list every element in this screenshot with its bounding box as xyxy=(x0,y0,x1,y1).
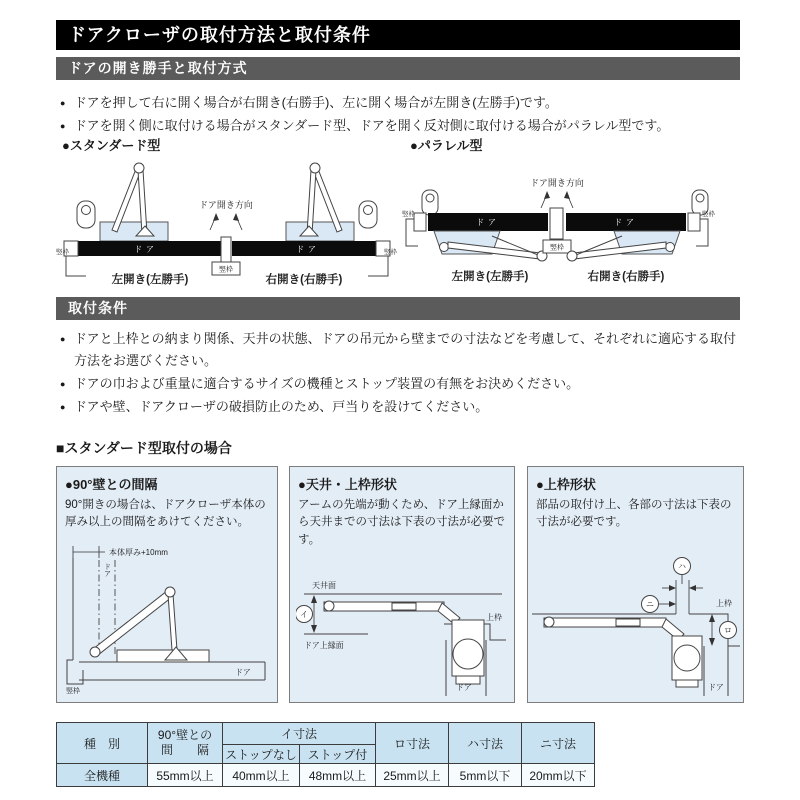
cell-i-stop: 48mm以上 xyxy=(300,764,376,787)
jamb xyxy=(688,213,700,231)
direction-label: ドア開き方向 xyxy=(530,178,584,188)
door-label: ドア xyxy=(708,683,724,692)
dim-ro-label: ロ xyxy=(724,626,732,635)
cell-ni: 20mm以下 xyxy=(522,764,595,787)
cell-ro: 25mm以上 xyxy=(376,764,449,787)
top-frame-label: 上枠 xyxy=(716,599,732,608)
closer-arm xyxy=(324,602,444,611)
parallel-type-label: ●パラレル型 xyxy=(410,138,483,153)
dim-ha-label: ハ xyxy=(678,562,686,571)
dim-i-label: イ xyxy=(300,610,308,619)
section-header-opening: ドアの開き勝手と取付方式 xyxy=(56,57,740,80)
door-label: ドア xyxy=(296,245,320,254)
door-label: ドア xyxy=(235,668,251,677)
closer-body xyxy=(286,222,354,241)
cell-wall-gap: 55mm以上 xyxy=(148,764,223,787)
body-thickness-dim-label: 本体厚み+10mm xyxy=(109,548,168,557)
jamb-label: 竪枠 xyxy=(702,211,715,218)
jamb xyxy=(414,213,426,231)
jamb-label: 竪枠 xyxy=(402,211,415,218)
col-header-kind: 種 別 xyxy=(57,723,148,764)
closer-arm xyxy=(544,618,666,627)
col-header-i: イ寸法 xyxy=(223,723,376,745)
section-header-conditions: 取付条件 xyxy=(56,297,740,320)
wall-clearance-diagram xyxy=(65,538,271,696)
ceiling-label: 天井面 xyxy=(312,581,336,590)
jamb-label: 竪枠 xyxy=(56,249,69,256)
jamb-label: 竪枠 xyxy=(550,244,564,252)
closer-body xyxy=(100,222,168,241)
bullet-item: ● ドアや壁、ドアクローザの破損防止のため、戸当りを設けてください。 xyxy=(60,396,748,418)
col-header-wall-gap xyxy=(148,723,223,764)
info-box-wall-clearance xyxy=(56,466,278,703)
info-box-title: ●上枠形状 xyxy=(536,477,596,492)
info-box-top-frame xyxy=(527,466,744,703)
right-door-unit xyxy=(232,163,398,286)
bullet-item: ● ドアを開く側に取付ける場合がスタンダード型、ドアを開く反対側に取付ける場合がパラレル型です。 xyxy=(60,115,748,137)
page-title: ドアクローザの取付方法と取付条件 xyxy=(56,20,740,50)
info-box-body: 90°開きの場合は、ドアクローザ本体の厚み以上の間隔をあけてください。 xyxy=(65,499,266,529)
left-opening-caption: 左開き(左勝手) xyxy=(451,271,529,283)
door-open-direction xyxy=(199,199,253,230)
opening-bullet-list xyxy=(60,92,748,138)
jamb-label: 竪枠 xyxy=(384,249,397,256)
door-label: ドア xyxy=(456,683,472,692)
col-header-ni: ニ寸法 xyxy=(522,723,595,764)
col-header-ro: ロ寸法 xyxy=(376,723,449,764)
door-label: ドア xyxy=(614,218,638,227)
cell-i-nostop: 40mm以上 xyxy=(223,764,300,787)
direction-label: ドア開き方向 xyxy=(199,200,253,210)
info-box-body: 部品の取付け上、各部の寸法は下表の寸法が必要です。 xyxy=(536,499,732,529)
jamb-label: 竪枠 xyxy=(66,688,80,695)
cell-ha: 5mm以下 xyxy=(449,764,522,787)
door-label: ドア xyxy=(134,245,158,254)
arm-pivot xyxy=(90,647,100,657)
col-header-ha: ハ寸法 xyxy=(449,723,522,764)
right-door-unit xyxy=(566,190,716,283)
col-header-wall-line2: 間 隔 xyxy=(160,743,209,757)
standard-install-heading: ■スタンダード型取付の場合 xyxy=(56,440,232,456)
left-opening-caption: 左開き(左勝手) xyxy=(111,274,189,286)
right-opening-caption: 右開き(右勝手) xyxy=(587,271,665,283)
right-opening-caption: 右開き(右勝手) xyxy=(265,274,343,286)
bullet-item: ● ドアの巾および重量に適合するサイズの機種とストップ装置の有無をお決めください。 xyxy=(60,373,748,395)
top-frame-diagram xyxy=(532,554,740,696)
conditions-bullet-list xyxy=(60,328,748,419)
standard-type-label: ●スタンダード型 xyxy=(62,138,161,153)
col-header-i-nostop: ストップなし xyxy=(223,745,300,764)
parallel-type-diagram xyxy=(402,156,746,288)
closer-body xyxy=(117,650,209,662)
col-header-wall-line1: 90°壁との xyxy=(157,728,213,742)
bullet-item: ● ドアを押して右に開く場合が右開き(右勝手)、左に開く場合が左開き(左勝手)です。 xyxy=(60,92,748,114)
info-box-body: アームの先端が動くため、ドア上縁面から天井までの寸法は下表の寸法が必要です。 xyxy=(298,499,505,546)
table-row xyxy=(57,764,595,787)
dimension-table xyxy=(56,722,595,787)
door-open-direction xyxy=(530,177,584,208)
info-box-title: ●天井・上枠形状 xyxy=(298,477,397,492)
left-door-unit xyxy=(56,163,222,286)
bullet-item: ● ドアと上枠との納まり関係、天井の状態、ドアの吊元から壁までの寸法などを考慮して、それぞれに適応する取付方法をお選びください。 xyxy=(60,328,748,372)
standard-type-diagram xyxy=(56,156,398,288)
open-door-label: ドア xyxy=(103,563,111,577)
dim-ni-label: ニ xyxy=(646,600,654,609)
closer-arm xyxy=(93,591,172,655)
col-header-i-stop: ストップ付 xyxy=(300,745,376,764)
ceiling-frame-diagram xyxy=(296,576,508,696)
top-frame-label: 上枠 xyxy=(486,613,502,622)
jamb-label: 竪枠 xyxy=(219,266,233,274)
info-box-title: ●90°壁との間隔 xyxy=(65,477,158,492)
info-box-ceiling-frame xyxy=(289,466,515,703)
door-top-edge-label: ドア上縁面 xyxy=(304,641,344,650)
door-label: ドア xyxy=(476,218,500,227)
cell-kind: 全機種 xyxy=(57,764,148,787)
left-door-unit xyxy=(402,190,548,283)
